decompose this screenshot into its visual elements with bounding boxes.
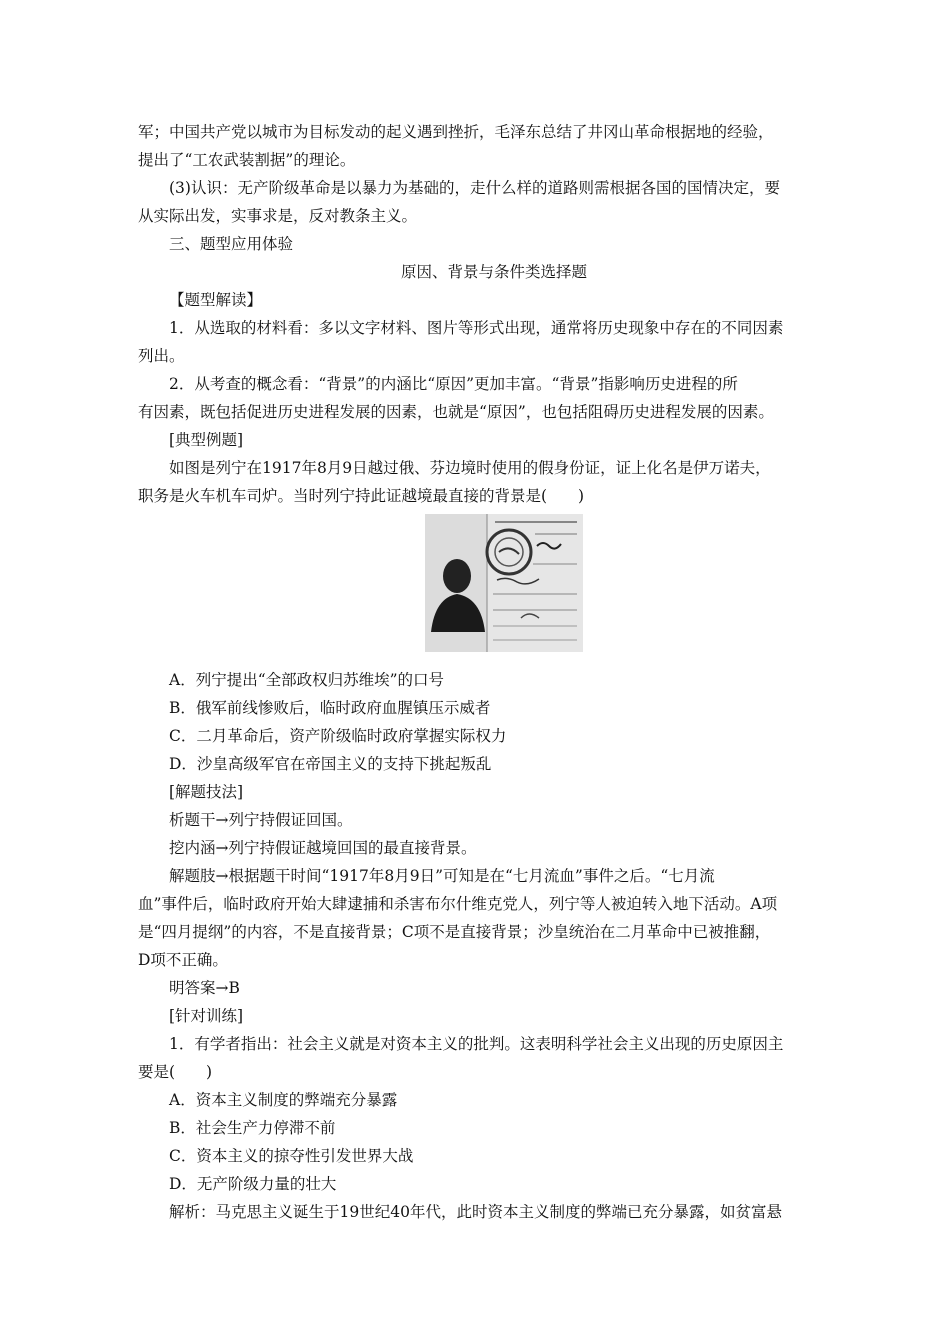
text-line: B．社会生产力停滞不前 [169,1119,336,1137]
text-line: 解析：马克思主义诞生于19世纪40年代，此时资本主义制度的弊端已充分暴露，如贫富悬 [169,1203,782,1221]
text-line: 三、题型应用体验 [169,235,294,253]
text-line: A．列宁提出“全部政权归苏维埃”的口号 [169,671,445,689]
lenin-id-card-image [425,514,583,652]
text-line: [典型例题] [169,431,244,449]
text-line: 2．从考查的概念看：“背景”的内涵比“原因”更加丰富。“背景”指影响历史进程的所 [169,375,738,393]
text-line: D．沙皇高级军官在帝国主义的支持下挑起叛乱 [169,755,492,773]
text-line: 挖内涵→列宁持假证越境回国的最直接背景。 [169,839,477,857]
id-card-photo-graphic [425,514,583,652]
text-line: 是“四月提纲”的内容，不是直接背景；C项不是直接背景；沙皇统治在二月革命中已被推翻， [138,923,771,941]
text-line: 列出。 [138,347,185,365]
text-line: 职务是火车机车司炉。当时列宁持此证越境最直接的背景是( ) [138,487,585,505]
text-line: 1．有学者指出：社会主义就是对资本主义的批判。这表明科学社会主义出现的历史原因主 [169,1035,784,1053]
text-block-bottom [138,666,850,1226]
section-heading: 原因、背景与条件类选择题 [400,263,587,281]
text-line: 军；中国共产党以城市为目标发动的起义遇到挫折，毛泽东总结了井冈山革命根据地的经验， [138,123,774,141]
text-line: 解题肢→根据题干时间“1917年8月9日”可知是在“七月流血”事件之后。“七月流 [169,867,715,885]
text-line: [针对训练] [169,1007,244,1025]
text-block-top [138,118,850,510]
text-line: D项不正确。 [138,951,228,969]
text-line: 【题型解读】 [169,291,263,309]
text-line: A．资本主义制度的弊端充分暴露 [169,1091,398,1109]
text-line: 提出了“工农武装割据”的理论。 [138,151,356,169]
text-line: 析题干→列宁持假证回国。 [169,811,353,829]
document-body [138,118,850,1226]
text-line: (3)认识：无产阶级革命是以暴力为基础的，走什么样的道路则需根据各国的国情决定，要 [169,179,780,197]
text-line: 1．从选取的材料看：多以文字材料、图片等形式出现，通常将历史现象中存在的不同因素 [169,319,784,337]
text-line: 明答案→B [169,979,240,997]
text-line: 从实际出发，实事求是，反对教条主义。 [138,207,418,225]
text-line: 要是( ) [138,1063,213,1081]
text-line: 如图是列宁在1917年8月9日越过俄、芬边境时使用的假身份证，证上化名是伊万诺夫， [169,459,771,477]
text-line: [解题技法] [169,783,244,801]
text-line: B．俄军前线惨败后，临时政府血腥镇压示威者 [169,699,491,717]
text-line: 血”事件后，临时政府开始大肆逮捕和杀害布尔什维克党人，列宁等人被迫转入地下活动。A项 [138,895,778,913]
text-line: 有因素，既包括促进历史进程发展的因素，也就是“原因”，也包括阻碍历史进程发展的因素。 [138,403,774,421]
text-line: D．无产阶级力量的壮大 [169,1175,337,1193]
text-line: C．资本主义的掠夺性引发世界大战 [169,1147,414,1165]
figure-container [138,514,850,660]
text-line: C．二月革命后，资产阶级临时政府掌握实际权力 [169,727,507,745]
